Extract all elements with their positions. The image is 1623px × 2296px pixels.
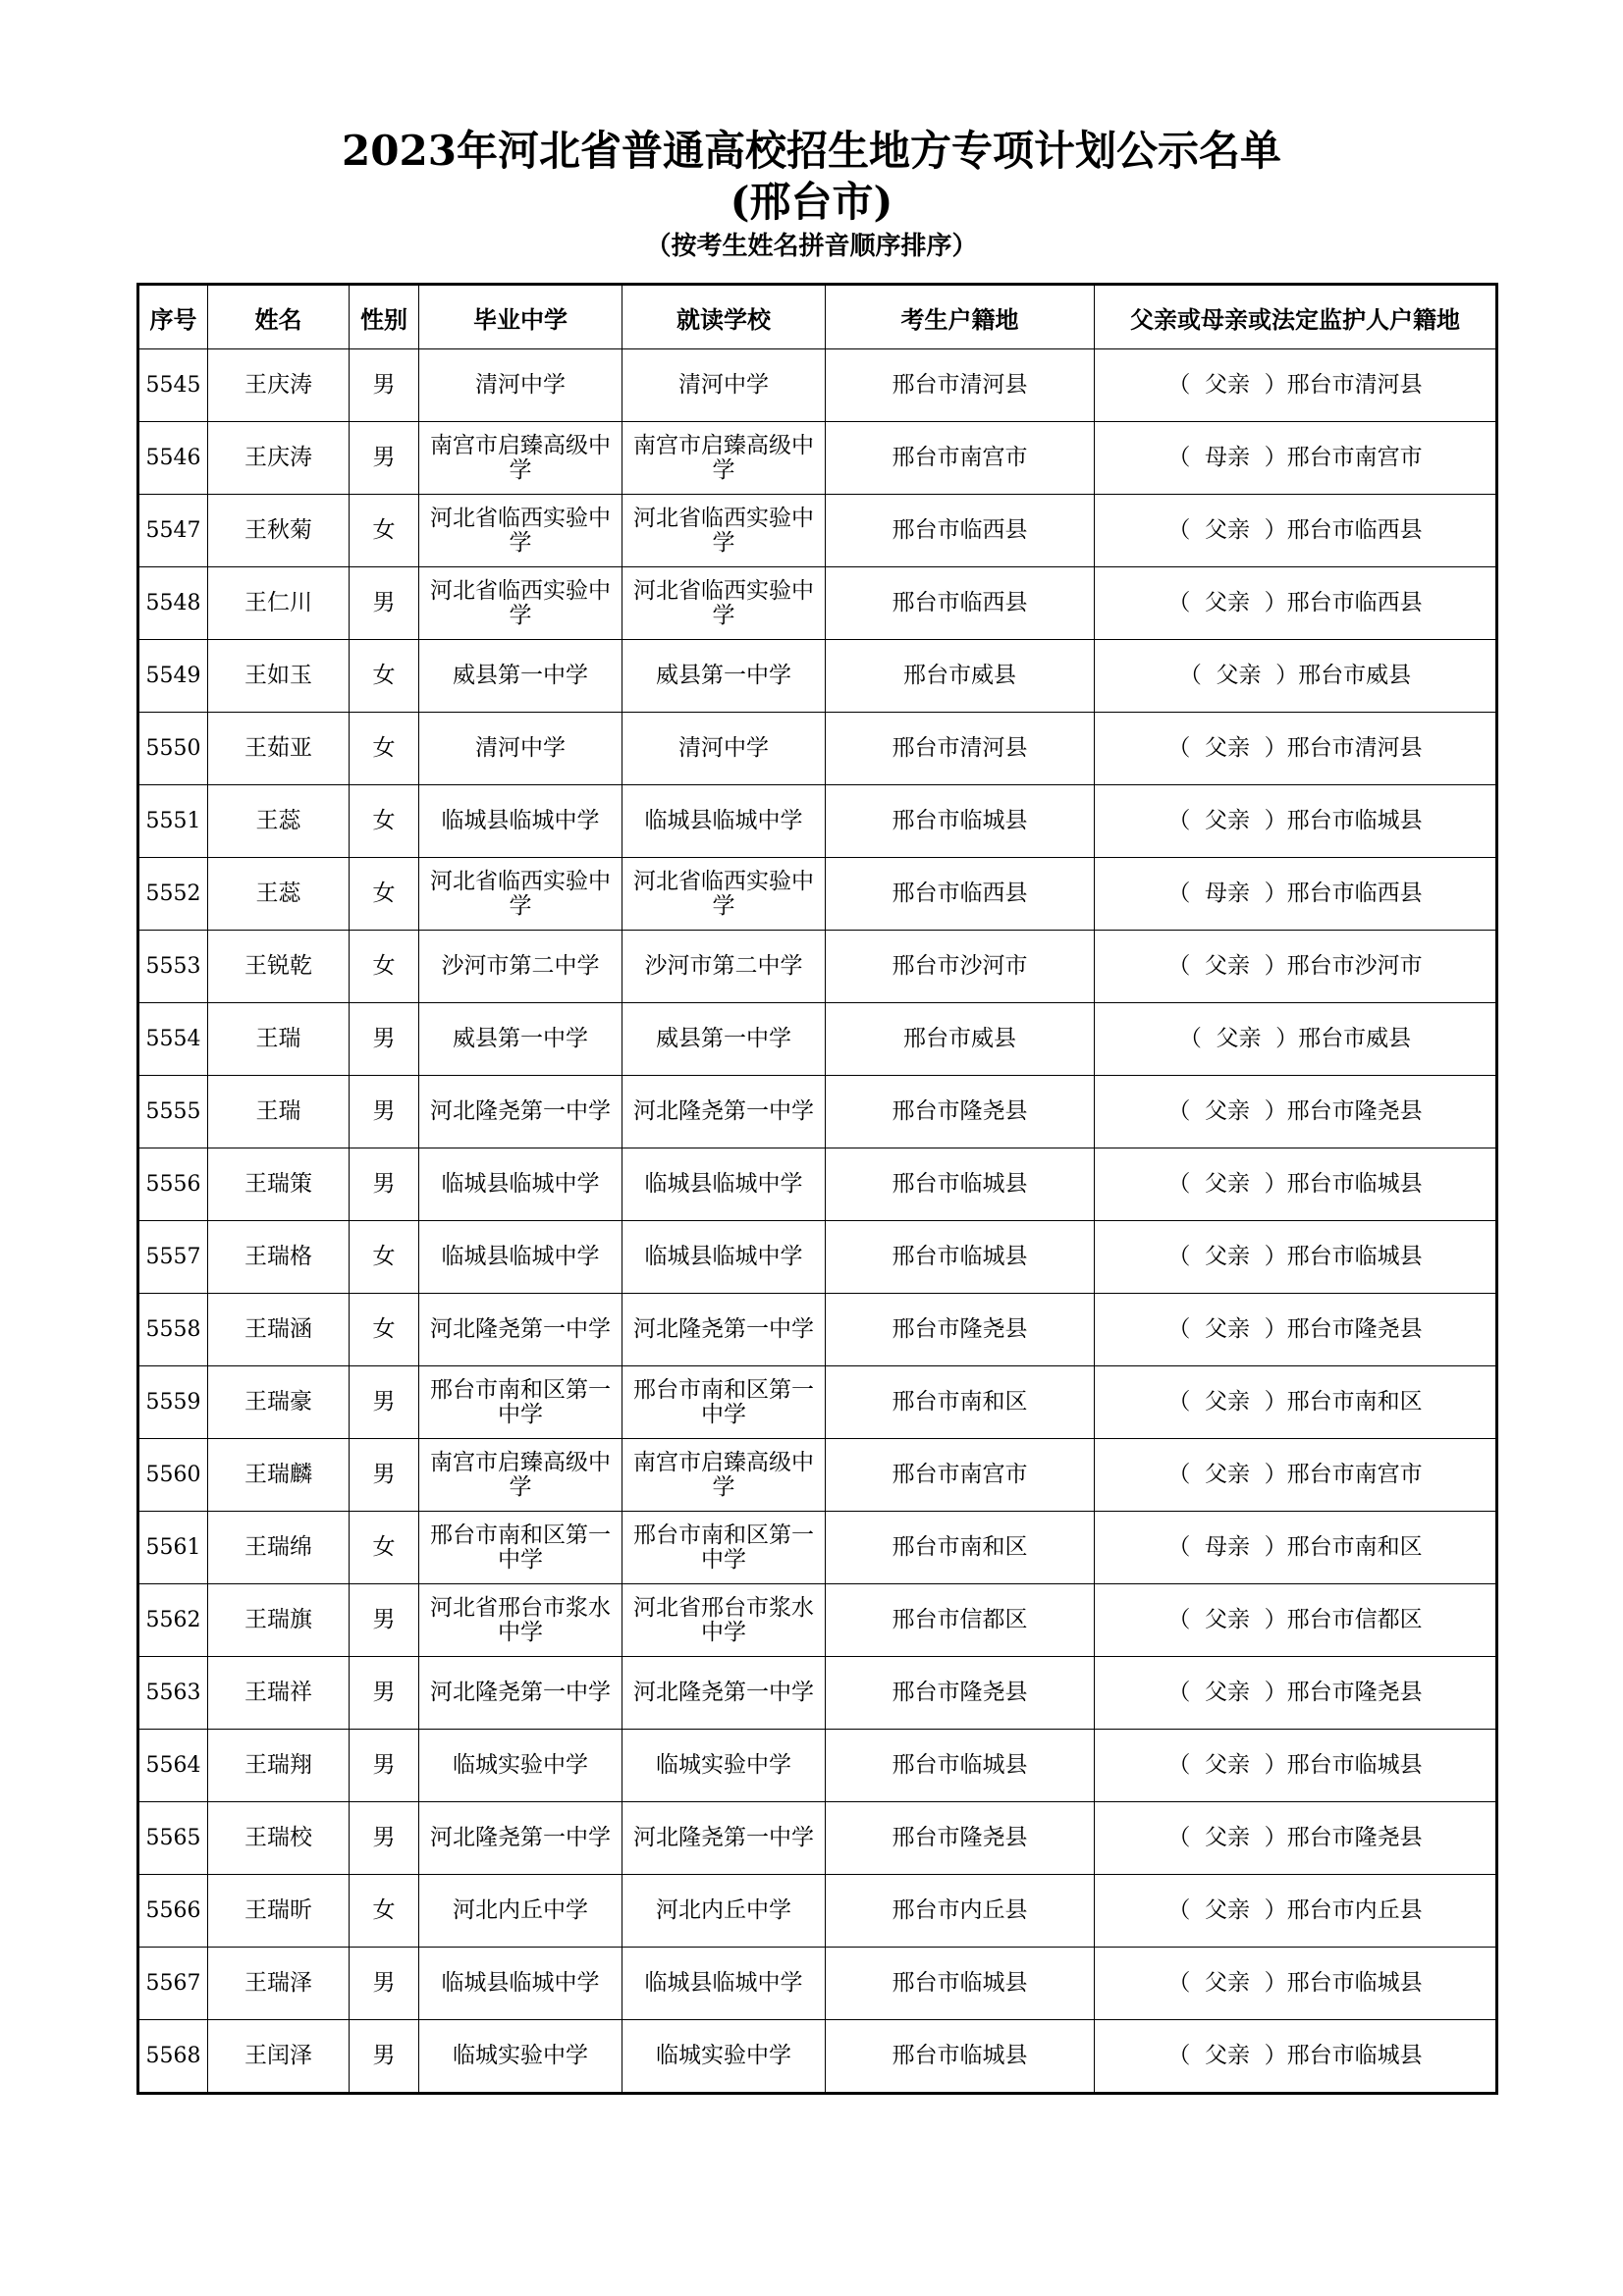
- cell-guardian-domicile: （ 父亲 ）邢台市隆尧县: [1095, 1802, 1497, 1875]
- cell-graduated-school: 临城县临城中学: [419, 785, 622, 858]
- cell-current-school: 河北隆尧第一中学: [622, 1802, 826, 1875]
- cell-name: 王瑞: [208, 1003, 350, 1076]
- cell-student-domicile: 邢台市隆尧县: [826, 1802, 1095, 1875]
- header-gender: 性别: [350, 285, 419, 349]
- cell-serial: 5560: [138, 1439, 208, 1512]
- cell-current-school: 河北省邢台市浆水中学: [622, 1584, 826, 1657]
- cell-guardian-domicile: （ 父亲 ）邢台市清河县: [1095, 349, 1497, 422]
- cell-name: 王瑞绵: [208, 1512, 350, 1584]
- cell-name: 王瑞翔: [208, 1730, 350, 1802]
- cell-name: 王瑞祥: [208, 1657, 350, 1730]
- cell-student-domicile: 邢台市临城县: [826, 2020, 1095, 2094]
- cell-graduated-school: 河北内丘中学: [419, 1875, 622, 1948]
- cell-student-domicile: 邢台市内丘县: [826, 1875, 1095, 1948]
- cell-guardian-domicile: （ 父亲 ）邢台市威县: [1095, 640, 1497, 713]
- cell-student-domicile: 邢台市南宫市: [826, 422, 1095, 495]
- cell-guardian-domicile: （ 母亲 ）邢台市南和区: [1095, 1512, 1497, 1584]
- cell-graduated-school: 沙河市第二中学: [419, 931, 622, 1003]
- cell-student-domicile: 邢台市威县: [826, 640, 1095, 713]
- cell-current-school: 邢台市南和区第一中学: [622, 1512, 826, 1584]
- table-row: [138, 858, 1497, 931]
- cell-student-domicile: 邢台市沙河市: [826, 931, 1095, 1003]
- cell-student-domicile: 邢台市临城县: [826, 1221, 1095, 1294]
- cell-guardian-domicile: （ 父亲 ）邢台市南宫市: [1095, 1439, 1497, 1512]
- cell-current-school: 南宫市启臻高级中学: [622, 1439, 826, 1512]
- cell-guardian-domicile: （ 父亲 ）邢台市临城县: [1095, 785, 1497, 858]
- cell-gender: 男: [350, 1003, 419, 1076]
- cell-graduated-school: 南宫市启臻高级中学: [419, 1439, 622, 1512]
- cell-gender: 男: [350, 1802, 419, 1875]
- cell-gender: 女: [350, 931, 419, 1003]
- cell-name: 王瑞麟: [208, 1439, 350, 1512]
- table-row: [138, 785, 1497, 858]
- table-row: [138, 1875, 1497, 1948]
- cell-current-school: 河北省临西实验中学: [622, 567, 826, 640]
- table-row: [138, 1657, 1497, 1730]
- table-header-row: [138, 285, 1497, 349]
- cell-current-school: 邢台市南和区第一中学: [622, 1366, 826, 1439]
- cell-gender: 女: [350, 713, 419, 785]
- cell-name: 王蕊: [208, 858, 350, 931]
- cell-name: 王闰泽: [208, 2020, 350, 2094]
- header-guardian-domicile: 父亲或母亲或法定监护人户籍地: [1095, 285, 1497, 349]
- table-row: [138, 1439, 1497, 1512]
- table-row: [138, 1948, 1497, 2020]
- table-row: [138, 2020, 1497, 2094]
- cell-current-school: 河北省临西实验中学: [622, 495, 826, 567]
- cell-name: 王瑞豪: [208, 1366, 350, 1439]
- cell-serial: 5566: [138, 1875, 208, 1948]
- cell-graduated-school: 河北隆尧第一中学: [419, 1802, 622, 1875]
- table-row: [138, 1148, 1497, 1221]
- cell-gender: 女: [350, 1221, 419, 1294]
- cell-student-domicile: 邢台市南和区: [826, 1366, 1095, 1439]
- cell-guardian-domicile: （ 父亲 ）邢台市临城县: [1095, 1148, 1497, 1221]
- table-row: [138, 495, 1497, 567]
- cell-student-domicile: 邢台市威县: [826, 1003, 1095, 1076]
- cell-serial: 5567: [138, 1948, 208, 2020]
- cell-current-school: 临城县临城中学: [622, 785, 826, 858]
- cell-graduated-school: 清河中学: [419, 713, 622, 785]
- table-row: [138, 1730, 1497, 1802]
- document-subtitle-city: (邢台市): [730, 178, 893, 226]
- cell-gender: 女: [350, 1512, 419, 1584]
- cell-gender: 男: [350, 1148, 419, 1221]
- cell-graduated-school: 威县第一中学: [419, 640, 622, 713]
- header-name: 姓名: [208, 285, 350, 349]
- cell-guardian-domicile: （ 父亲 ）邢台市信都区: [1095, 1584, 1497, 1657]
- cell-student-domicile: 邢台市信都区: [826, 1584, 1095, 1657]
- cell-gender: 男: [350, 1730, 419, 1802]
- cell-guardian-domicile: （ 父亲 ）邢台市沙河市: [1095, 931, 1497, 1003]
- cell-name: 王瑞校: [208, 1802, 350, 1875]
- cell-current-school: 河北隆尧第一中学: [622, 1294, 826, 1366]
- cell-current-school: 清河中学: [622, 349, 826, 422]
- cell-guardian-domicile: （ 父亲 ）邢台市威县: [1095, 1003, 1497, 1076]
- cell-serial: 5545: [138, 349, 208, 422]
- cell-student-domicile: 邢台市临城县: [826, 785, 1095, 858]
- cell-graduated-school: 邢台市南和区第一中学: [419, 1512, 622, 1584]
- table-row: [138, 422, 1497, 495]
- cell-gender: 女: [350, 858, 419, 931]
- cell-student-domicile: 邢台市隆尧县: [826, 1076, 1095, 1148]
- cell-graduated-school: 临城县临城中学: [419, 1221, 622, 1294]
- table-row: [138, 713, 1497, 785]
- cell-name: 王瑞昕: [208, 1875, 350, 1948]
- cell-guardian-domicile: （ 父亲 ）邢台市临城县: [1095, 2020, 1497, 2094]
- cell-name: 王如玉: [208, 640, 350, 713]
- cell-guardian-domicile: （ 父亲 ）邢台市临城县: [1095, 1730, 1497, 1802]
- cell-guardian-domicile: （ 父亲 ）邢台市隆尧县: [1095, 1294, 1497, 1366]
- cell-guardian-domicile: （ 父亲 ）邢台市内丘县: [1095, 1875, 1497, 1948]
- header-student-domicile: 考生户籍地: [826, 285, 1095, 349]
- cell-serial: 5553: [138, 931, 208, 1003]
- cell-gender: 男: [350, 1584, 419, 1657]
- cell-serial: 5550: [138, 713, 208, 785]
- cell-gender: 女: [350, 495, 419, 567]
- cell-guardian-domicile: （ 母亲 ）邢台市南宫市: [1095, 422, 1497, 495]
- cell-gender: 女: [350, 640, 419, 713]
- cell-serial: 5554: [138, 1003, 208, 1076]
- cell-current-school: 河北省临西实验中学: [622, 858, 826, 931]
- cell-current-school: 威县第一中学: [622, 1003, 826, 1076]
- cell-gender: 男: [350, 1657, 419, 1730]
- cell-current-school: 沙河市第二中学: [622, 931, 826, 1003]
- cell-name: 王庆涛: [208, 422, 350, 495]
- cell-serial: 5556: [138, 1148, 208, 1221]
- table-row: [138, 1584, 1497, 1657]
- cell-serial: 5557: [138, 1221, 208, 1294]
- cell-gender: 女: [350, 785, 419, 858]
- cell-graduated-school: 临城实验中学: [419, 1730, 622, 1802]
- table-row: [138, 640, 1497, 713]
- cell-student-domicile: 邢台市临西县: [826, 858, 1095, 931]
- cell-gender: 男: [350, 2020, 419, 2094]
- cell-name: 王瑞: [208, 1076, 350, 1148]
- table-row: [138, 1802, 1497, 1875]
- cell-name: 王庆涛: [208, 349, 350, 422]
- cell-name: 王瑞策: [208, 1148, 350, 1221]
- cell-graduated-school: 清河中学: [419, 349, 622, 422]
- cell-gender: 女: [350, 1875, 419, 1948]
- cell-serial: 5549: [138, 640, 208, 713]
- cell-current-school: 临城实验中学: [622, 2020, 826, 2094]
- cell-serial: 5559: [138, 1366, 208, 1439]
- cell-gender: 男: [350, 1366, 419, 1439]
- cell-student-domicile: 邢台市南宫市: [826, 1439, 1095, 1512]
- cell-guardian-domicile: （ 父亲 ）邢台市隆尧县: [1095, 1076, 1497, 1148]
- cell-student-domicile: 邢台市临西县: [826, 567, 1095, 640]
- cell-student-domicile: 邢台市南和区: [826, 1512, 1095, 1584]
- cell-name: 王锐乾: [208, 931, 350, 1003]
- cell-name: 王瑞旗: [208, 1584, 350, 1657]
- cell-serial: 5565: [138, 1802, 208, 1875]
- table-row: [138, 1221, 1497, 1294]
- document-sort-note: （按考生姓名拼音顺序排序）: [645, 232, 978, 261]
- cell-student-domicile: 邢台市临西县: [826, 495, 1095, 567]
- cell-guardian-domicile: （ 父亲 ）邢台市临西县: [1095, 495, 1497, 567]
- table-row: [138, 1294, 1497, 1366]
- cell-current-school: 临城县临城中学: [622, 1948, 826, 2020]
- cell-graduated-school: 临城县临城中学: [419, 1948, 622, 2020]
- cell-gender: 女: [350, 1294, 419, 1366]
- cell-graduated-school: 河北隆尧第一中学: [419, 1076, 622, 1148]
- cell-serial: 5562: [138, 1584, 208, 1657]
- table-row: [138, 349, 1497, 422]
- cell-guardian-domicile: （ 父亲 ）邢台市清河县: [1095, 713, 1497, 785]
- cell-student-domicile: 邢台市临城县: [826, 1730, 1095, 1802]
- cell-serial: 5548: [138, 567, 208, 640]
- cell-current-school: 临城县临城中学: [622, 1148, 826, 1221]
- cell-graduated-school: 河北省临西实验中学: [419, 495, 622, 567]
- cell-student-domicile: 邢台市隆尧县: [826, 1294, 1095, 1366]
- table-row: [138, 931, 1497, 1003]
- cell-serial: 5568: [138, 2020, 208, 2094]
- cell-graduated-school: 临城县临城中学: [419, 1148, 622, 1221]
- cell-name: 王瑞泽: [208, 1948, 350, 2020]
- header-graduated-school: 毕业中学: [419, 285, 622, 349]
- cell-graduated-school: 河北省临西实验中学: [419, 567, 622, 640]
- cell-current-school: 河北内丘中学: [622, 1875, 826, 1948]
- cell-current-school: 河北隆尧第一中学: [622, 1076, 826, 1148]
- cell-serial: 5555: [138, 1076, 208, 1148]
- cell-name: 王瑞格: [208, 1221, 350, 1294]
- cell-current-school: 临城实验中学: [622, 1730, 826, 1802]
- cell-graduated-school: 河北隆尧第一中学: [419, 1657, 622, 1730]
- header-current-school: 就读学校: [622, 285, 826, 349]
- cell-graduated-school: 临城实验中学: [419, 2020, 622, 2094]
- cell-graduated-school: 南宫市启臻高级中学: [419, 422, 622, 495]
- cell-name: 王秋菊: [208, 495, 350, 567]
- cell-guardian-domicile: （ 父亲 ）邢台市临城县: [1095, 1948, 1497, 2020]
- cell-gender: 男: [350, 567, 419, 640]
- cell-current-school: 河北隆尧第一中学: [622, 1657, 826, 1730]
- cell-gender: 男: [350, 1439, 419, 1512]
- cell-graduated-school: 河北省邢台市浆水中学: [419, 1584, 622, 1657]
- cell-name: 王仁川: [208, 567, 350, 640]
- cell-student-domicile: 邢台市临城县: [826, 1948, 1095, 2020]
- cell-name: 王茹亚: [208, 713, 350, 785]
- cell-graduated-school: 邢台市南和区第一中学: [419, 1366, 622, 1439]
- cell-current-school: 清河中学: [622, 713, 826, 785]
- header-serial: 序号: [138, 285, 208, 349]
- cell-serial: 5552: [138, 858, 208, 931]
- cell-serial: 5561: [138, 1512, 208, 1584]
- cell-guardian-domicile: （ 母亲 ）邢台市临西县: [1095, 858, 1497, 931]
- cell-name: 王瑞涵: [208, 1294, 350, 1366]
- cell-guardian-domicile: （ 父亲 ）邢台市临城县: [1095, 1221, 1497, 1294]
- cell-serial: 5551: [138, 785, 208, 858]
- cell-current-school: 威县第一中学: [622, 640, 826, 713]
- cell-student-domicile: 邢台市清河县: [826, 349, 1095, 422]
- cell-name: 王蕊: [208, 785, 350, 858]
- cell-serial: 5546: [138, 422, 208, 495]
- document-title: 2023年河北省普通高校招生地方专项计划公示名单: [342, 127, 1281, 175]
- cell-gender: 男: [350, 1948, 419, 2020]
- cell-serial: 5547: [138, 495, 208, 567]
- cell-student-domicile: 邢台市清河县: [826, 713, 1095, 785]
- cell-graduated-school: 河北隆尧第一中学: [419, 1294, 622, 1366]
- cell-graduated-school: 威县第一中学: [419, 1003, 622, 1076]
- cell-guardian-domicile: （ 父亲 ）邢台市南和区: [1095, 1366, 1497, 1439]
- cell-graduated-school: 河北省临西实验中学: [419, 858, 622, 931]
- cell-serial: 5558: [138, 1294, 208, 1366]
- table-row: [138, 1366, 1497, 1439]
- cell-gender: 男: [350, 422, 419, 495]
- cell-current-school: 临城县临城中学: [622, 1221, 826, 1294]
- cell-guardian-domicile: （ 父亲 ）邢台市临西县: [1095, 567, 1497, 640]
- table-row: [138, 1512, 1497, 1584]
- cell-current-school: 南宫市启臻高级中学: [622, 422, 826, 495]
- cell-student-domicile: 邢台市隆尧县: [826, 1657, 1095, 1730]
- table-row: [138, 1076, 1497, 1148]
- cell-guardian-domicile: （ 父亲 ）邢台市隆尧县: [1095, 1657, 1497, 1730]
- cell-serial: 5564: [138, 1730, 208, 1802]
- roster-table: [136, 283, 1498, 2095]
- table-row: [138, 567, 1497, 640]
- cell-serial: 5563: [138, 1657, 208, 1730]
- cell-gender: 男: [350, 1076, 419, 1148]
- table-row: [138, 1003, 1497, 1076]
- cell-student-domicile: 邢台市临城县: [826, 1148, 1095, 1221]
- cell-gender: 男: [350, 349, 419, 422]
